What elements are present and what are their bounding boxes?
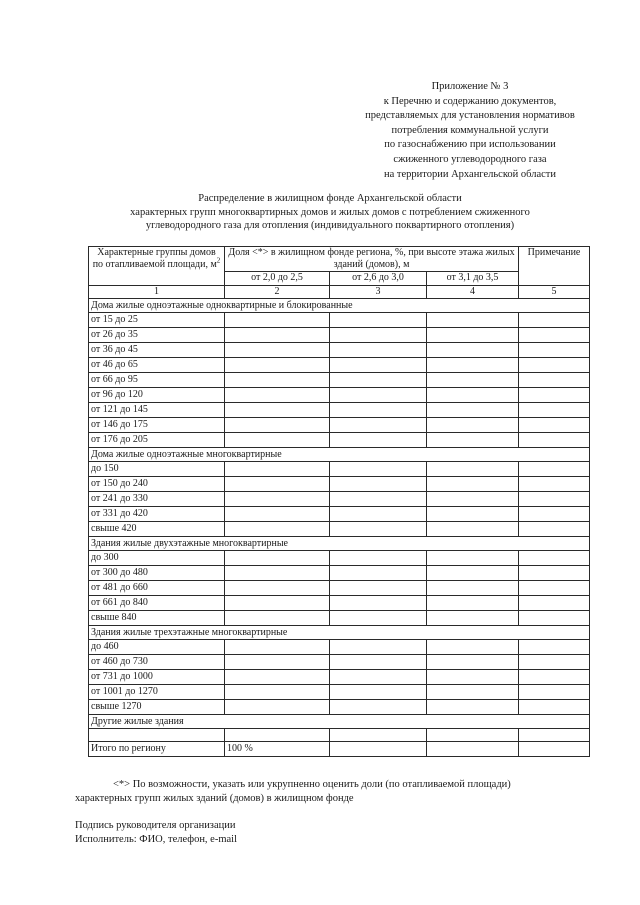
group-label: от 460 до 730 — [89, 655, 225, 670]
value-cell — [519, 343, 590, 358]
footnote — [75, 778, 602, 806]
value-cell — [330, 566, 427, 581]
value-cell — [225, 655, 330, 670]
section-title: Дома жилые одноэтажные одноквартирные и блокированные — [89, 299, 590, 313]
column-index: 2 — [225, 286, 330, 299]
section-row — [89, 715, 590, 729]
value-cell — [519, 581, 590, 596]
group-label: от 331 до 420 — [89, 507, 225, 522]
value-cell — [427, 388, 519, 403]
title-line: углеводородного газа для отопления (индивидуального поквартирного отопления) — [145, 220, 515, 231]
value-cell — [427, 655, 519, 670]
value-cell — [225, 685, 330, 700]
group-label: от 26 до 35 — [89, 328, 225, 343]
value-cell — [225, 313, 330, 328]
value-cell — [330, 462, 427, 477]
value-cell — [519, 566, 590, 581]
value-cell — [225, 507, 330, 522]
value-cell — [330, 655, 427, 670]
value-cell — [225, 640, 330, 655]
value-cell — [519, 685, 590, 700]
table-row — [89, 462, 590, 477]
value-cell — [330, 670, 427, 685]
value-cell — [427, 566, 519, 581]
table-row — [89, 685, 590, 700]
value-cell — [519, 670, 590, 685]
value-cell — [330, 373, 427, 388]
value-cell — [225, 566, 330, 581]
value-cell — [225, 358, 330, 373]
table-row — [89, 522, 590, 537]
group-label: от 661 до 840 — [89, 596, 225, 611]
table-row — [89, 729, 590, 742]
group-label — [89, 729, 225, 742]
value-cell — [519, 507, 590, 522]
header-groups: Характерные группы домов по отапливаемой площади, $м^2$ — [89, 247, 225, 286]
section-row — [89, 626, 590, 640]
total-label: Итого по региону — [89, 742, 225, 757]
value-cell — [330, 640, 427, 655]
value-cell — [225, 581, 330, 596]
value-cell — [225, 433, 330, 448]
table-row — [89, 670, 590, 685]
group-label: от 731 до 1000 — [89, 670, 225, 685]
value-cell — [427, 640, 519, 655]
title-line: Распределение в жилищном фонде Архангельской области — [198, 193, 462, 204]
signature-executor: Исполнитель: ФИО, телефон, e-mail — [75, 834, 238, 845]
value-cell — [519, 373, 590, 388]
table-row — [89, 373, 590, 388]
group-label: до 300 — [89, 551, 225, 566]
section-row — [89, 448, 590, 462]
value-cell — [427, 403, 519, 418]
value-cell — [330, 581, 427, 596]
group-label: от 176 до 205 — [89, 433, 225, 448]
group-label: от 1001 до 1270 — [89, 685, 225, 700]
table-row — [89, 433, 590, 448]
column-index: 5 — [519, 286, 590, 299]
header-height-1: от 2,0 до 2,5 — [225, 272, 330, 286]
appendix-line: на территории Архангельской области — [384, 168, 556, 180]
value-cell — [427, 328, 519, 343]
value-cell — [519, 477, 590, 492]
value-cell — [427, 462, 519, 477]
header-share: Доля <*> в жилищном фонде региона, %, при высоте этажа жилых зданий (домов), м — [225, 247, 519, 272]
value-cell — [519, 313, 590, 328]
section-title: Дома жилые одноэтажные многоквартирные — [89, 448, 590, 462]
value-cell — [519, 358, 590, 373]
group-label: свыше 1270 — [89, 700, 225, 715]
value-cell — [330, 343, 427, 358]
group-label: от 46 до 65 — [89, 358, 225, 373]
value-cell — [330, 685, 427, 700]
value-cell — [427, 343, 519, 358]
value-cell — [330, 358, 427, 373]
value-cell — [330, 507, 427, 522]
value-cell — [225, 328, 330, 343]
table-row — [89, 581, 590, 596]
table-row — [89, 388, 590, 403]
value-cell — [330, 700, 427, 715]
value-cell — [330, 313, 427, 328]
appendix-line: по газоснабжению при использовании — [384, 139, 556, 151]
table-row — [89, 492, 590, 507]
table-row — [89, 640, 590, 655]
value-cell — [427, 551, 519, 566]
column-index: 1 — [89, 286, 225, 299]
value-cell — [519, 403, 590, 418]
value-cell — [330, 388, 427, 403]
value-cell — [330, 729, 427, 742]
table-row — [89, 566, 590, 581]
group-label: от 481 до 660 — [89, 581, 225, 596]
table-row — [89, 477, 590, 492]
value-cell — [330, 596, 427, 611]
value-cell — [330, 522, 427, 537]
value-cell — [519, 742, 590, 757]
value-cell — [330, 492, 427, 507]
group-label: от 66 до 95 — [89, 373, 225, 388]
value-cell — [519, 655, 590, 670]
document-title — [70, 192, 590, 233]
value-cell — [330, 328, 427, 343]
header-height-3: от 3,1 до 3,5 — [427, 272, 519, 286]
value-cell — [519, 522, 590, 537]
value-cell — [427, 418, 519, 433]
value-cell — [427, 507, 519, 522]
title-line: характерных групп многоквартирных домов и жилых домов с потреблением сжиженного — [130, 206, 530, 218]
value-cell — [225, 388, 330, 403]
table-row — [89, 596, 590, 611]
value-cell — [225, 611, 330, 626]
value-cell — [330, 551, 427, 566]
value-cell — [225, 551, 330, 566]
value-cell — [225, 343, 330, 358]
header-note: Примечание — [519, 247, 590, 286]
section-title: Здания жилые трехэтажные многоквартирные — [89, 626, 590, 640]
value-cell — [225, 477, 330, 492]
section-title: Другие жилые здания — [89, 715, 590, 729]
group-label: от 121 до 145 — [89, 403, 225, 418]
group-label: от 146 до 175 — [89, 418, 225, 433]
group-label: от 150 до 240 — [89, 477, 225, 492]
table-row — [89, 328, 590, 343]
appendix-line: Приложение № 3 — [431, 81, 509, 92]
group-label: от 36 до 45 — [89, 343, 225, 358]
table-row — [89, 418, 590, 433]
value-cell — [427, 313, 519, 328]
table-row — [89, 507, 590, 522]
appendix-block — [320, 80, 620, 182]
value-cell — [225, 729, 330, 742]
table-row — [89, 700, 590, 715]
value-cell — [519, 418, 590, 433]
value-cell — [225, 670, 330, 685]
value-cell — [427, 492, 519, 507]
column-index: 3 — [330, 286, 427, 299]
value-cell — [427, 358, 519, 373]
value-cell — [519, 433, 590, 448]
group-label: до 150 — [89, 462, 225, 477]
header-height-2: от 2,6 до 3,0 — [330, 272, 427, 286]
value-cell — [519, 388, 590, 403]
value-cell — [427, 670, 519, 685]
table-row — [89, 358, 590, 373]
value-cell — [519, 611, 590, 626]
value-cell — [225, 596, 330, 611]
section-row — [89, 299, 590, 313]
value-cell — [427, 433, 519, 448]
table-row — [89, 343, 590, 358]
appendix-line: представляемых для установления нормативов — [365, 110, 575, 122]
value-cell — [427, 742, 519, 757]
table-row — [89, 655, 590, 670]
column-index: 4 — [427, 286, 519, 299]
table-row — [89, 313, 590, 328]
value-cell — [225, 492, 330, 507]
group-label: свыше 840 — [89, 611, 225, 626]
table-row — [89, 551, 590, 566]
value-cell — [519, 328, 590, 343]
group-label: до 460 — [89, 640, 225, 655]
total-value: 100 % — [225, 742, 330, 757]
value-cell — [330, 418, 427, 433]
value-cell — [225, 700, 330, 715]
signature-block — [75, 819, 237, 847]
value-cell — [519, 551, 590, 566]
appendix-line: потребления коммунальной услуги — [391, 124, 549, 136]
signature-head: Подпись руководителя организации — [75, 820, 236, 831]
value-cell — [427, 685, 519, 700]
distribution-table — [88, 246, 590, 757]
value-cell — [427, 700, 519, 715]
value-cell — [330, 403, 427, 418]
value-cell — [427, 373, 519, 388]
value-cell — [427, 581, 519, 596]
value-cell — [427, 729, 519, 742]
value-cell — [225, 403, 330, 418]
group-label: от 96 до 120 — [89, 388, 225, 403]
footnote-line: характерных групп жилых зданий (домов) в жилищном фонде — [75, 793, 354, 804]
value-cell — [225, 418, 330, 433]
group-label: от 300 до 480 — [89, 566, 225, 581]
value-cell — [225, 462, 330, 477]
value-cell — [330, 611, 427, 626]
value-cell — [519, 492, 590, 507]
appendix-line: к Перечню и содержанию документов, — [383, 95, 557, 107]
total-row — [89, 742, 590, 757]
value-cell — [330, 477, 427, 492]
table-row — [89, 611, 590, 626]
value-cell — [427, 596, 519, 611]
appendix-line: сжиженного углеводородного газа — [393, 153, 547, 165]
value-cell — [225, 373, 330, 388]
table-body — [89, 299, 590, 757]
group-label: от 241 до 330 — [89, 492, 225, 507]
group-label: от 15 до 25 — [89, 313, 225, 328]
value-cell — [519, 640, 590, 655]
value-cell — [427, 611, 519, 626]
group-label: свыше 420 — [89, 522, 225, 537]
section-title: Здания жилые двухэтажные многоквартирные — [89, 537, 590, 551]
value-cell — [427, 477, 519, 492]
value-cell — [519, 729, 590, 742]
value-cell — [519, 700, 590, 715]
value-cell — [225, 522, 330, 537]
section-row — [89, 537, 590, 551]
value-cell — [519, 462, 590, 477]
value-cell — [519, 596, 590, 611]
value-cell — [330, 742, 427, 757]
value-cell — [330, 433, 427, 448]
table-row — [89, 403, 590, 418]
value-cell — [427, 522, 519, 537]
footnote-line: <*> По возможности, указать или укрупненно оценить доли (по отапливаемой площади) — [113, 779, 511, 790]
